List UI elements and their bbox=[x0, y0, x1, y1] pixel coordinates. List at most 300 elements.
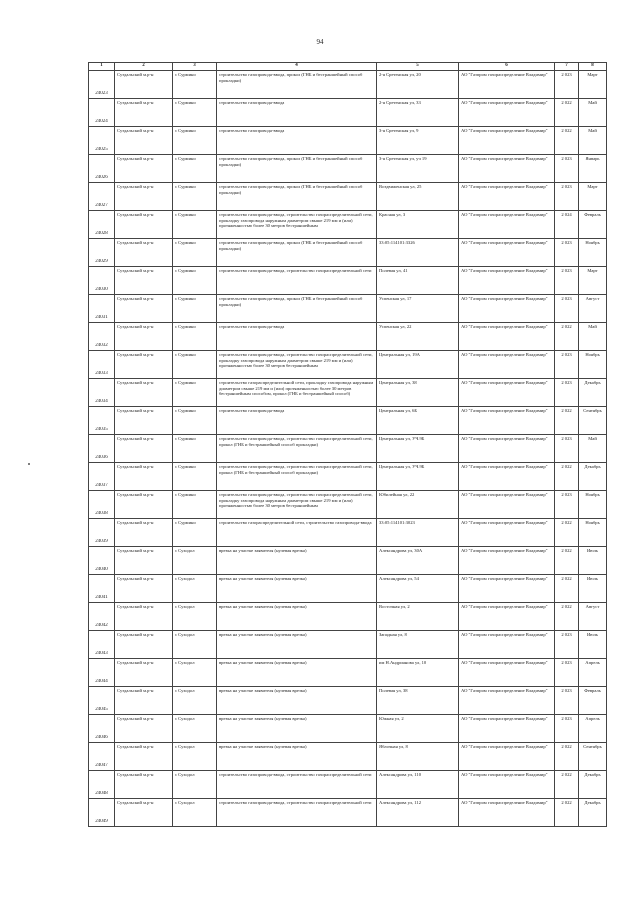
district-cell-text: Суздальский м.р-н bbox=[117, 100, 154, 105]
month-cell bbox=[579, 183, 607, 211]
year-cell bbox=[555, 463, 579, 491]
work-description-cell bbox=[217, 127, 377, 155]
row-number-text: 24046 bbox=[95, 734, 108, 740]
address-cell bbox=[377, 71, 459, 99]
district-cell bbox=[115, 603, 173, 631]
address-cell bbox=[377, 267, 459, 295]
owner-cell bbox=[459, 239, 555, 267]
year-cell bbox=[555, 575, 579, 603]
settlement-cell bbox=[173, 295, 217, 323]
work-description-cell-text: строительство газопровода-ввода, строительство газораспределительной сети bbox=[219, 772, 372, 777]
row-number-text: 24048 bbox=[95, 790, 108, 796]
year-cell bbox=[555, 435, 579, 463]
year-cell-text: 2 022 bbox=[561, 464, 572, 469]
month-cell bbox=[579, 71, 607, 99]
district-cell bbox=[115, 267, 173, 295]
work-description-cell-text: строительство газопровода-ввода, строительство газораспределительной сети, прокладку газопровода наружным диаметром свыше 219 мм и (или) протяженностью более 30 метров бестраншейным bbox=[219, 352, 373, 369]
row-number-text: 24035 bbox=[95, 426, 108, 432]
month-cell-text: Ноябрь bbox=[585, 352, 600, 357]
district-cell-text: Суздальский м.р-н bbox=[117, 184, 154, 189]
settlement-cell bbox=[173, 631, 217, 659]
month-cell-text: Сентябрь bbox=[583, 408, 602, 413]
work-description-cell-text: строительство газопровода-ввода, прокол (ГНБ и бестраншейный способ прокладки) bbox=[219, 184, 363, 195]
year-cell-text: 2 023 bbox=[561, 660, 572, 665]
owner-cell bbox=[459, 323, 555, 351]
table-row bbox=[89, 211, 607, 239]
owner-cell-text: АО "Газпром газораспределение Владимир" bbox=[461, 576, 548, 581]
work-description-cell bbox=[217, 407, 377, 435]
row-number-text: 24023 bbox=[95, 90, 108, 96]
district-cell bbox=[115, 71, 173, 99]
year-cell-text: 2 023 bbox=[561, 380, 572, 385]
settlement-cell bbox=[173, 211, 217, 239]
settlement-cell bbox=[173, 127, 217, 155]
settlement-cell-text: с Сурмино bbox=[175, 268, 196, 273]
month-cell bbox=[579, 743, 607, 771]
row-number bbox=[89, 407, 115, 435]
year-cell-text: 2 022 bbox=[561, 548, 572, 553]
owner-cell bbox=[459, 547, 555, 575]
district-cell bbox=[115, 687, 173, 715]
table-row bbox=[89, 379, 607, 407]
month-cell bbox=[579, 799, 607, 827]
district-cell bbox=[115, 99, 173, 127]
year-cell bbox=[555, 71, 579, 99]
district-cell bbox=[115, 575, 173, 603]
margin-mark bbox=[28, 463, 30, 465]
year-cell bbox=[555, 799, 579, 827]
settlement-cell-text: с Суходол bbox=[175, 576, 195, 581]
work-description-cell-text: строительство газопровода-ввода, строительство газораспределительной сети, прокол (ГНБ и бестраншейный способ прокладки) bbox=[219, 436, 373, 447]
owner-cell bbox=[459, 659, 555, 687]
work-description-cell-text: врезка на участке заявителя (нулевая врезка) bbox=[219, 688, 307, 693]
year-cell bbox=[555, 379, 579, 407]
row-number bbox=[89, 743, 115, 771]
table-row bbox=[89, 659, 607, 687]
table-row bbox=[89, 491, 607, 519]
row-number-text: 24047 bbox=[95, 762, 108, 768]
settlement-cell-text: с Сурмино bbox=[175, 240, 196, 245]
settlement-cell-text: с Сурмино bbox=[175, 184, 196, 189]
row-number bbox=[89, 659, 115, 687]
address-cell bbox=[377, 463, 459, 491]
year-cell bbox=[555, 183, 579, 211]
work-description-cell-text: врезка на участке заявителя (нулевая врезка) bbox=[219, 632, 307, 637]
owner-cell bbox=[459, 799, 555, 827]
work-description-cell-text: строительство газораспределительной сети, прокладку газопровода наружным диаметром свыше 219 мм и (или) протяженностью более 30 метров бестраншейным способом, прокол (ГНБ и бестраншейный способ) bbox=[219, 380, 374, 397]
settlement-cell bbox=[173, 99, 217, 127]
row-number bbox=[89, 687, 115, 715]
address-cell-text: Центральная ул, 38 bbox=[379, 380, 417, 385]
year-cell bbox=[555, 407, 579, 435]
header-col-7: 7 bbox=[555, 63, 579, 71]
settlement-cell bbox=[173, 435, 217, 463]
owner-cell-text: АО "Газпром газораспределение Владимир" bbox=[461, 492, 548, 497]
year-cell bbox=[555, 743, 579, 771]
table-row bbox=[89, 631, 607, 659]
year-cell bbox=[555, 519, 579, 547]
row-number-text: 24033 bbox=[95, 370, 108, 376]
row-number-text: 24024 bbox=[95, 118, 108, 124]
work-description-cell-text: строительство газопровода-ввода, строительство газораспределительной сети, прокладку газопровода наружным диаметром свыше 219 мм и (или) протяженностью более 30 метров бестраншейным bbox=[219, 212, 373, 229]
district-cell-text: Суздальский м.р-н bbox=[117, 72, 154, 77]
month-cell-text: Апрель bbox=[585, 660, 600, 665]
year-cell bbox=[555, 323, 579, 351]
settlement-cell bbox=[173, 799, 217, 827]
year-cell-text: 2 023 bbox=[561, 240, 572, 245]
row-number bbox=[89, 575, 115, 603]
row-number bbox=[89, 183, 115, 211]
settlement-cell bbox=[173, 323, 217, 351]
district-cell-text: Суздальский м.р-н bbox=[117, 548, 154, 553]
month-cell-text: Август bbox=[585, 604, 600, 609]
month-cell bbox=[579, 99, 607, 127]
district-cell-text: Суздальский м.р-н bbox=[117, 156, 154, 161]
address-cell-text: Восточная ул, 2 bbox=[379, 604, 410, 609]
month-cell bbox=[579, 603, 607, 631]
work-description-cell-text: врезка на участке заявителя (нулевая врезка) bbox=[219, 660, 307, 665]
district-cell-text: Суздальский м.р-н bbox=[117, 520, 154, 525]
district-cell-text: Суздальский м.р-н bbox=[117, 632, 154, 637]
settlement-cell-text: с Сурмино bbox=[175, 520, 196, 525]
district-cell-text: Суздальский м.р-н bbox=[117, 380, 154, 385]
address-cell-text: 33:05:114101:3023 bbox=[379, 520, 415, 525]
year-cell-text: 2 023 bbox=[561, 716, 572, 721]
year-cell bbox=[555, 547, 579, 575]
settlement-cell-text: с Сурмино bbox=[175, 156, 196, 161]
district-cell-text: Суздальский м.р-н bbox=[117, 744, 154, 749]
row-number bbox=[89, 603, 115, 631]
row-number-text: 24034 bbox=[95, 398, 108, 404]
settlement-cell bbox=[173, 379, 217, 407]
work-description-cell bbox=[217, 323, 377, 351]
row-number-text: 24039 bbox=[95, 538, 108, 544]
district-cell bbox=[115, 323, 173, 351]
month-cell-text: Май bbox=[588, 128, 597, 133]
month-cell-text: Декабрь bbox=[584, 772, 601, 777]
month-cell-text: Август bbox=[585, 296, 600, 301]
owner-cell-text: АО "Газпром газораспределение Владимир" bbox=[461, 324, 548, 329]
settlement-cell bbox=[173, 743, 217, 771]
row-number-text: 24032 bbox=[95, 342, 108, 348]
address-cell-text: 3-я Сретенская ул, уч 19 bbox=[379, 156, 427, 161]
work-description-cell-text: врезка на участке заявителя (нулевая врезка) bbox=[219, 548, 307, 553]
settlement-cell bbox=[173, 603, 217, 631]
settlement-cell-text: с Сурмино bbox=[175, 436, 196, 441]
month-cell bbox=[579, 659, 607, 687]
owner-cell bbox=[459, 99, 555, 127]
row-number-text: 24026 bbox=[95, 174, 108, 180]
address-cell bbox=[377, 771, 459, 799]
year-cell-text: 2 022 bbox=[561, 520, 572, 525]
owner-cell bbox=[459, 519, 555, 547]
work-description-cell-text: строительство газопровода-ввода, прокол (ГНБ и бестраншейный способ прокладки) bbox=[219, 72, 363, 83]
year-cell-text: 2 022 bbox=[561, 128, 572, 133]
row-number-text: 24025 bbox=[95, 146, 108, 152]
work-description-cell-text: врезка на участке заявителя (нулевая врезка) bbox=[219, 716, 307, 721]
month-cell bbox=[579, 771, 607, 799]
address-cell bbox=[377, 743, 459, 771]
address-cell-text: Полевая ул, 38 bbox=[379, 688, 408, 693]
address-cell bbox=[377, 799, 459, 827]
district-cell-text: Суздальский м.р-н bbox=[117, 492, 154, 497]
address-cell bbox=[377, 603, 459, 631]
district-cell-text: Суздальский м.р-н bbox=[117, 128, 154, 133]
owner-cell-text: АО "Газпром газораспределение Владимир" bbox=[461, 268, 548, 273]
table-row bbox=[89, 295, 607, 323]
settlement-cell bbox=[173, 239, 217, 267]
table-row bbox=[89, 239, 607, 267]
month-cell-text: Ноябрь bbox=[585, 492, 600, 497]
work-description-cell-text: строительство газопровода-ввода, прокол (ГНБ и бестраншейный способ прокладки) bbox=[219, 156, 363, 167]
month-cell bbox=[579, 547, 607, 575]
owner-cell bbox=[459, 743, 555, 771]
owner-cell bbox=[459, 211, 555, 239]
month-cell bbox=[579, 463, 607, 491]
table-row bbox=[89, 71, 607, 99]
row-number bbox=[89, 71, 115, 99]
table-row bbox=[89, 323, 607, 351]
address-cell bbox=[377, 687, 459, 715]
address-cell bbox=[377, 155, 459, 183]
year-cell bbox=[555, 659, 579, 687]
owner-cell bbox=[459, 127, 555, 155]
district-cell bbox=[115, 379, 173, 407]
year-cell-text: 2 022 bbox=[561, 324, 572, 329]
work-description-cell bbox=[217, 239, 377, 267]
owner-cell bbox=[459, 155, 555, 183]
row-number bbox=[89, 379, 115, 407]
settlement-cell-text: с Сурмино bbox=[175, 128, 196, 133]
owner-cell-text: АО "Газпром газораспределение Владимир" bbox=[461, 128, 548, 133]
month-cell-text: Март bbox=[587, 72, 598, 77]
year-cell bbox=[555, 267, 579, 295]
row-number-text: 24037 bbox=[95, 482, 108, 488]
row-number-text: 24031 bbox=[95, 314, 108, 320]
address-cell-text: Западная ул, 8 bbox=[379, 632, 407, 637]
settlement-cell bbox=[173, 71, 217, 99]
address-cell bbox=[377, 211, 459, 239]
address-cell-text: Центральная ул, 6Б bbox=[379, 408, 418, 413]
settlement-cell-text: с Суходол bbox=[175, 800, 195, 805]
month-cell-text: Февраль bbox=[584, 212, 601, 217]
row-number-text: 24043 bbox=[95, 650, 108, 656]
settlement-cell bbox=[173, 519, 217, 547]
district-cell-text: Суздальский м.р-н bbox=[117, 324, 154, 329]
settlement-cell bbox=[173, 407, 217, 435]
row-number bbox=[89, 267, 115, 295]
district-cell-text: Суздальский м.р-н bbox=[117, 800, 154, 805]
month-cell-text: Декабрь bbox=[584, 464, 601, 469]
work-description-cell bbox=[217, 351, 377, 379]
row-number bbox=[89, 491, 115, 519]
owner-cell-text: АО "Газпром газораспределение Владимир" bbox=[461, 464, 548, 469]
settlement-cell bbox=[173, 155, 217, 183]
month-cell bbox=[579, 267, 607, 295]
table-row bbox=[89, 183, 607, 211]
address-cell-text: Яблочная ул, 8 bbox=[379, 744, 408, 749]
year-cell-text: 2 022 bbox=[561, 800, 572, 805]
address-cell-text: 33:05:114101:3326 bbox=[379, 240, 415, 245]
header-col-3: 3 bbox=[173, 63, 217, 71]
row-number-text: 24045 bbox=[95, 706, 108, 712]
year-cell bbox=[555, 351, 579, 379]
month-cell-text: Апрель bbox=[585, 716, 600, 721]
row-number bbox=[89, 211, 115, 239]
owner-cell-text: АО "Газпром газораспределение Владимир" bbox=[461, 716, 548, 721]
settlement-cell-text: с Суходол bbox=[175, 660, 195, 665]
table-row bbox=[89, 463, 607, 491]
district-cell bbox=[115, 771, 173, 799]
row-number bbox=[89, 295, 115, 323]
row-number-text: 24044 bbox=[95, 678, 108, 684]
work-description-cell bbox=[217, 435, 377, 463]
owner-cell bbox=[459, 631, 555, 659]
month-cell-text: Июль bbox=[586, 632, 599, 637]
work-description-cell bbox=[217, 547, 377, 575]
work-description-cell bbox=[217, 99, 377, 127]
year-cell-text: 2 023 bbox=[561, 184, 572, 189]
district-cell-text: Суздальский м.р-н bbox=[117, 240, 154, 245]
work-description-cell-text: строительство газораспределительной сети, строительство газопровода-ввода bbox=[219, 520, 372, 525]
settlement-cell bbox=[173, 659, 217, 687]
row-number-text: 24030 bbox=[95, 286, 108, 292]
settlement-cell-text: с Сурмино bbox=[175, 100, 196, 105]
work-description-cell bbox=[217, 743, 377, 771]
work-description-cell bbox=[217, 155, 377, 183]
work-description-cell-text: строительство газопровода-ввода bbox=[219, 128, 285, 133]
address-cell bbox=[377, 295, 459, 323]
district-cell bbox=[115, 239, 173, 267]
month-cell-text: Май bbox=[588, 436, 597, 441]
year-cell bbox=[555, 99, 579, 127]
settlement-cell-text: с Суходол bbox=[175, 604, 195, 609]
settlement-cell bbox=[173, 491, 217, 519]
year-cell-text: 2 022 bbox=[561, 604, 572, 609]
address-cell bbox=[377, 659, 459, 687]
month-cell-text: Март bbox=[587, 184, 598, 189]
month-cell bbox=[579, 715, 607, 743]
owner-cell bbox=[459, 435, 555, 463]
row-number-text: 24049 bbox=[95, 818, 108, 824]
settlement-cell-text: с Сурмино bbox=[175, 352, 196, 357]
district-cell bbox=[115, 659, 173, 687]
owner-cell-text: АО "Газпром газораспределение Владимир" bbox=[461, 100, 548, 105]
address-cell bbox=[377, 127, 459, 155]
header-row bbox=[89, 63, 607, 71]
district-cell-text: Суздальский м.р-н bbox=[117, 464, 154, 469]
month-cell bbox=[579, 435, 607, 463]
district-cell bbox=[115, 715, 173, 743]
row-number bbox=[89, 323, 115, 351]
address-cell-text: Успенская ул, 17 bbox=[379, 296, 412, 301]
work-description-cell bbox=[217, 267, 377, 295]
year-cell-text: 2 024 bbox=[561, 212, 572, 217]
row-number bbox=[89, 435, 115, 463]
address-cell-text: 2-я Сретенская ул, 20 bbox=[379, 72, 421, 77]
row-number-text: 24042 bbox=[95, 622, 108, 628]
district-cell-text: Суздальский м.р-н bbox=[117, 436, 154, 441]
month-cell-text: Январь bbox=[585, 156, 600, 161]
address-cell-text: Успенская ул, 22 bbox=[379, 324, 412, 329]
table-row bbox=[89, 771, 607, 799]
district-cell-text: Суздальский м.р-н bbox=[117, 576, 154, 581]
district-cell-text: Суздальский м.р-н bbox=[117, 604, 154, 609]
year-cell bbox=[555, 211, 579, 239]
month-cell bbox=[579, 575, 607, 603]
row-number bbox=[89, 351, 115, 379]
address-cell-text: им Н.Андрианова ул, 10 bbox=[379, 660, 427, 665]
owner-cell-text: АО "Газпром газораспределение Владимир" bbox=[461, 660, 548, 665]
district-cell bbox=[115, 799, 173, 827]
year-cell bbox=[555, 631, 579, 659]
address-cell-text: Александрова ул, 110 bbox=[379, 772, 421, 777]
month-cell-text: Май bbox=[588, 324, 597, 329]
row-number bbox=[89, 799, 115, 827]
owner-cell-text: АО "Газпром газораспределение Владимир" bbox=[461, 744, 548, 749]
address-cell-text: 3-я Сретенская ул, 9 bbox=[379, 128, 419, 133]
table-row bbox=[89, 547, 607, 575]
month-cell-text: Сентябрь bbox=[583, 744, 602, 749]
district-cell bbox=[115, 183, 173, 211]
address-cell bbox=[377, 379, 459, 407]
district-cell bbox=[115, 127, 173, 155]
year-cell-text: 2 022 bbox=[561, 100, 572, 105]
year-cell bbox=[555, 239, 579, 267]
address-cell bbox=[377, 575, 459, 603]
settlement-cell bbox=[173, 575, 217, 603]
header-col-8: 8 bbox=[579, 63, 607, 71]
district-cell-text: Суздальский м.р-н bbox=[117, 352, 154, 357]
owner-cell bbox=[459, 575, 555, 603]
address-cell bbox=[377, 407, 459, 435]
table-row bbox=[89, 407, 607, 435]
row-number bbox=[89, 631, 115, 659]
work-description-cell-text: строительство газопровода-ввода, прокол (ГНБ и бестраншейный способ прокладки) bbox=[219, 240, 363, 251]
owner-cell bbox=[459, 463, 555, 491]
month-cell bbox=[579, 491, 607, 519]
settlement-cell-text: с Сурмино bbox=[175, 464, 196, 469]
owner-cell-text: АО "Газпром газораспределение Владимир" bbox=[461, 380, 548, 385]
month-cell-text: Декабрь bbox=[584, 800, 601, 805]
owner-cell-text: АО "Газпром газораспределение Владимир" bbox=[461, 352, 548, 357]
owner-cell bbox=[459, 183, 555, 211]
month-cell bbox=[579, 407, 607, 435]
address-cell bbox=[377, 351, 459, 379]
settlement-cell-text: с Сурмино bbox=[175, 380, 196, 385]
row-number bbox=[89, 99, 115, 127]
work-description-cell-text: врезка на участке заявителя (нулевая врезка) bbox=[219, 744, 307, 749]
work-description-cell-text: строительство газопровода-ввода, строительство газораспределительной сети bbox=[219, 268, 372, 273]
work-description-cell bbox=[217, 491, 377, 519]
settlement-cell-text: с Суходол bbox=[175, 772, 195, 777]
address-cell-text: Центральная ул, 19А bbox=[379, 352, 420, 357]
row-number-text: 24029 bbox=[95, 258, 108, 264]
month-cell bbox=[579, 351, 607, 379]
address-cell-text: Юбилейная ул, 22 bbox=[379, 492, 415, 497]
work-description-cell-text: строительство газопровода-ввода, строительство газораспределительной сети, прокладку газопровода наружным диаметром свыше 219 мм и (или) протяженностью более 30 метров бестраншейным bbox=[219, 492, 373, 509]
page-number: 94 bbox=[316, 38, 324, 46]
month-cell bbox=[579, 631, 607, 659]
address-cell bbox=[377, 631, 459, 659]
row-number bbox=[89, 155, 115, 183]
header-col-6: 6 bbox=[459, 63, 555, 71]
year-cell-text: 2 023 bbox=[561, 268, 572, 273]
district-cell bbox=[115, 463, 173, 491]
owner-cell-text: АО "Газпром газораспределение Владимир" bbox=[461, 688, 548, 693]
address-cell bbox=[377, 435, 459, 463]
settlement-cell-text: с Суходол bbox=[175, 744, 195, 749]
